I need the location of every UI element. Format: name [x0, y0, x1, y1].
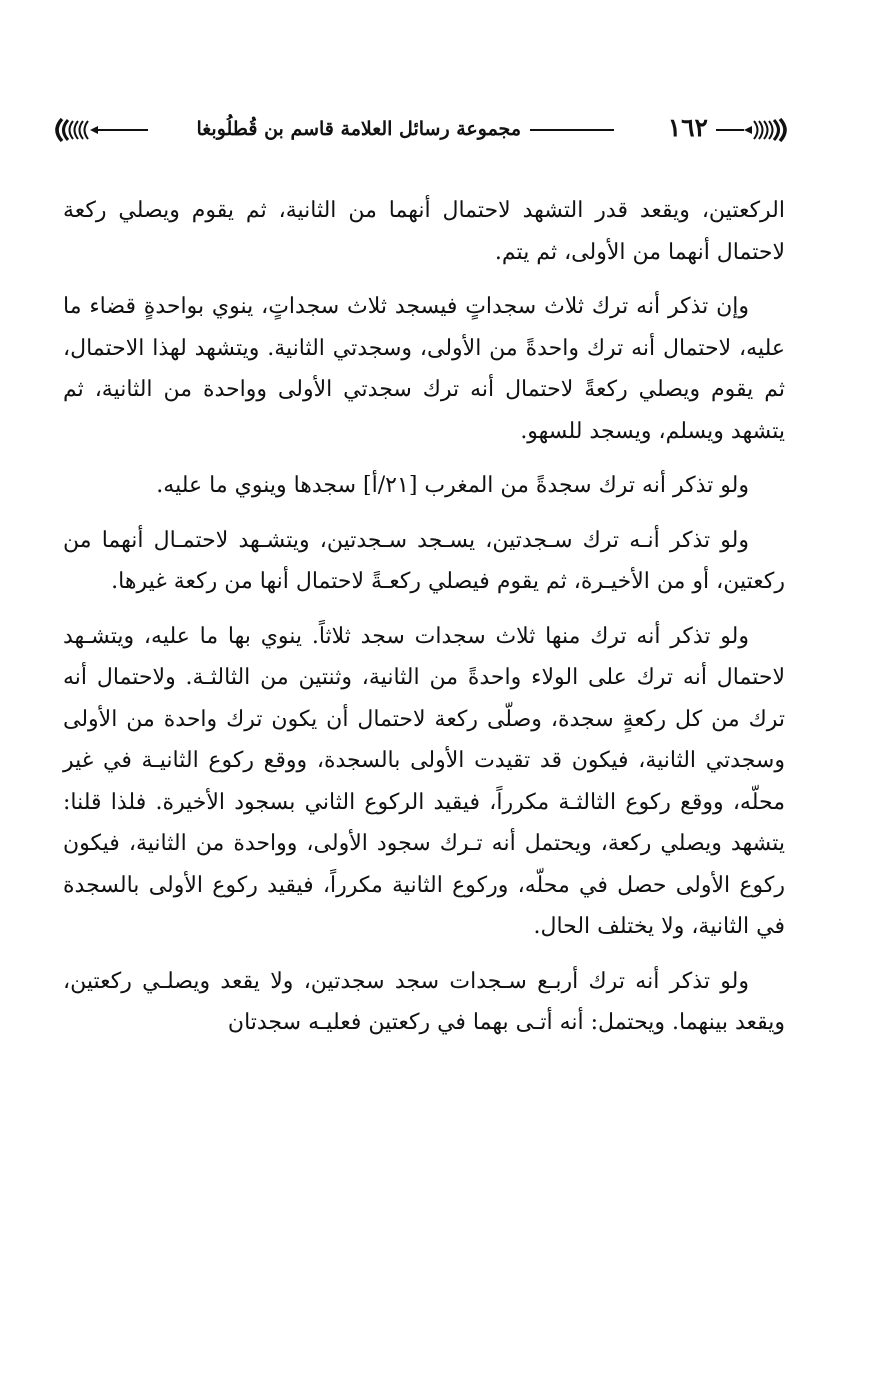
- header-ornament-right: [714, 117, 792, 143]
- body-text: [63, 190, 785, 1057]
- paragraph: ولو تذكر أنه ترك سجدةً من المغرب [٢١/أ] سجدها وينوي ما عليه.: [156, 473, 749, 498]
- paragraph: ولو تذكر أنه ترك منها ثلاث سجدات سجد ثلاثاً. ينوي بها ما عليه، ويتشـهد لاحتمال أنه ترك على الولاء واحدةً من الثانية، وثنتين من الثالثـة. ولاحتمال أنه ترك من كل ركعةٍ سجدة، وصلّى ركعة لاحتمال أن يكون ترك واحدة من الأولى وسجدتي الثانية، فيكون قد تقيدت الأولى بالسجدة، ووقع ركوع الثانيـة في غير محلّه، ووقع ركوع الثالثـة مكرراً، فيقيد الركوع الثاني بسجود الأخيرة. فلذا قلنا: يتشهد ويصلي ركعة، ويحتمل أنه تـرك سجود الأولى، وواحدة من الثانية، فيكون ركوع الأولى حصل في محلّه، وركوع الثانية مكرراً، فيقيد ركوع الأولى بالسجدة في الثانية، ولا يختلف الحال.: [63, 623, 785, 939]
- running-header: [58, 110, 786, 150]
- running-title: مجموعة رسائل العلامة قاسم بن قُطلُوبغا: [196, 118, 521, 140]
- page-number: ١٦٢: [667, 113, 708, 142]
- paragraph: وإن تذكر أنه ترك ثلاث سجداتٍ فيسجد ثلاث سجداتٍ، ينوي بواحدةٍ قضاء ما عليه، لاحتمال أنه ترك واحدةً من الأولى، وسجدتي الثانية. ويتشهد لهذا الاحتمال، ثم يقوم ويصلي ركعةً لاحتمال أنه ترك سجدتي الأولى وواحدة من الثانية، ثم يتشهد ويسلم، ويسجد للسهو.: [63, 294, 785, 444]
- paragraph: ولو تذكر أنه ترك أربـع سـجدات سجد سجدتين، ولا يقعد ويصلـي ركعتين، ويقعد بينهما. ويحتمل: أنه أتـى بهما في ركعتين فعليـه سجدتان: [63, 968, 785, 1035]
- paragraph: الركعتين، ويقعد قدر التشهد لاحتمال أنهما من الثانية، ثم يقوم ويصلي ركعة لاحتمال أنهما من الأولى، ثم يتم.: [63, 198, 785, 265]
- paragraph: ولو تذكر أنـه ترك سـجدتين، يسـجد سـجدتين، ويتشـهد لاحتمـال أنهما من ركعتين، أو من الأخيـرة، ثم يقوم فيصلي ركعـةً لاحتمال أنها من ركعة غيرها.: [63, 527, 785, 594]
- header-ornament-left: [50, 117, 150, 143]
- header-rule: [530, 129, 614, 131]
